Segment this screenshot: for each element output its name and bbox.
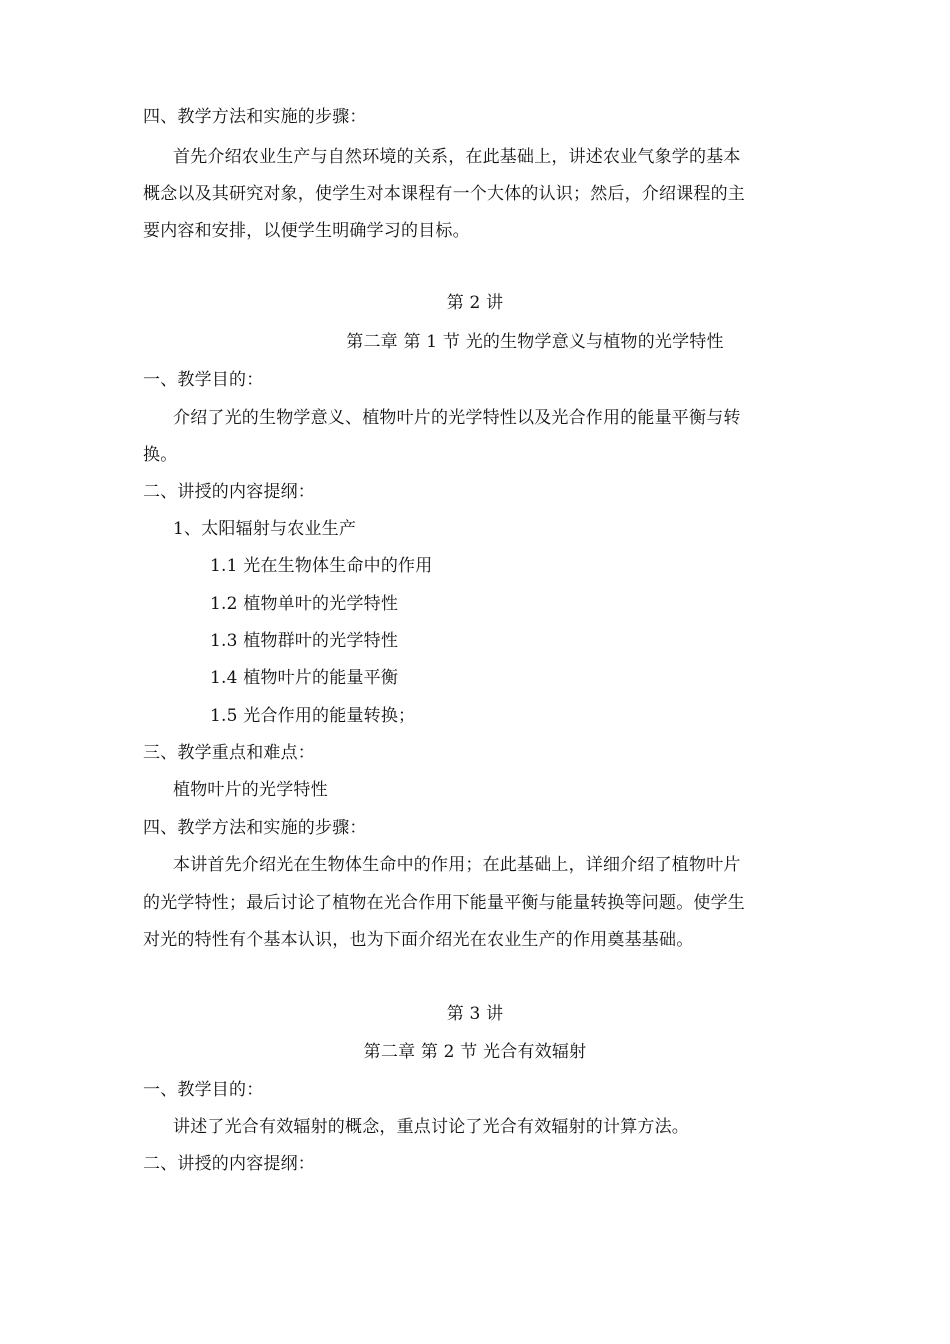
lecture-2-outline-subitem-4: 1.4 植物叶片的能量平衡 xyxy=(210,668,399,688)
lecture-2-outline-heading: 二、讲授的内容提纲： xyxy=(143,482,315,502)
lecture-2-focus-heading: 三、教学重点和难点： xyxy=(143,743,315,763)
lecture-3-goal-body: 讲述了光合有效辐射的概念，重点讨论了光合有效辐射的计算方法。 xyxy=(173,1117,689,1137)
method-body-prev-line-3: 要内容和安排，以便学生明确学习的目标。 xyxy=(143,221,470,241)
lecture-2-focus-body: 植物叶片的光学特性 xyxy=(173,780,328,800)
method-body-prev-line-1: 首先介绍农业生产与自然环境的关系，在此基础上，讲述农业气象学的基本 xyxy=(173,147,741,167)
lecture-2-goal-body-line-2: 换。 xyxy=(143,445,178,465)
method-heading-prev: 四、教学方法和实施的步骤： xyxy=(143,107,367,127)
lecture-2-chapter-title: 第二章 第 1 节 光的生物学意义与植物的光学特性 xyxy=(346,332,724,352)
lecture-2-outline-item-1: 1、太阳辐射与农业生产 xyxy=(173,519,357,539)
lecture-2-outline-subitem-3: 1.3 植物群叶的光学特性 xyxy=(210,631,399,651)
lecture-3-chapter-title: 第二章 第 2 节 光合有效辐射 xyxy=(363,1042,587,1062)
lecture-3-title: 第 3 讲 xyxy=(446,1004,504,1024)
lecture-3-outline-heading: 二、讲授的内容提纲： xyxy=(143,1154,315,1174)
lecture-2-goal-body-line-1: 介绍了光的生物学意义、植物叶片的光学特性以及光合作用的能量平衡与转 xyxy=(173,408,741,428)
method-body-prev-line-2: 概念以及其研究对象，使学生对本课程有一个大体的认识；然后，介绍课程的主 xyxy=(143,184,745,204)
lecture-3-goal-heading: 一、教学目的： xyxy=(143,1080,264,1100)
lecture-2-method-body-line-1: 本讲首先介绍光在生物体生命中的作用；在此基础上，详细介绍了植物叶片 xyxy=(173,855,741,875)
lecture-2-method-body-line-2: 的光学特性；最后讨论了植物在光合作用下能量平衡与能量转换等问题。使学生 xyxy=(143,893,745,913)
lecture-2-title: 第 2 讲 xyxy=(446,293,504,313)
lecture-2-goal-heading: 一、教学目的： xyxy=(143,370,264,390)
lecture-2-outline-subitem-1: 1.1 光在生物体生命中的作用 xyxy=(210,556,433,576)
lecture-2-method-heading: 四、教学方法和实施的步骤： xyxy=(143,818,367,838)
lecture-2-method-body-line-3: 对光的特性有个基本认识，也为下面介绍光在农业生产的作用奠基基础。 xyxy=(143,930,694,950)
lecture-2-outline-subitem-2: 1.2 植物单叶的光学特性 xyxy=(210,594,399,614)
lecture-2-outline-subitem-5: 1.5 光合作用的能量转换； xyxy=(210,706,416,726)
